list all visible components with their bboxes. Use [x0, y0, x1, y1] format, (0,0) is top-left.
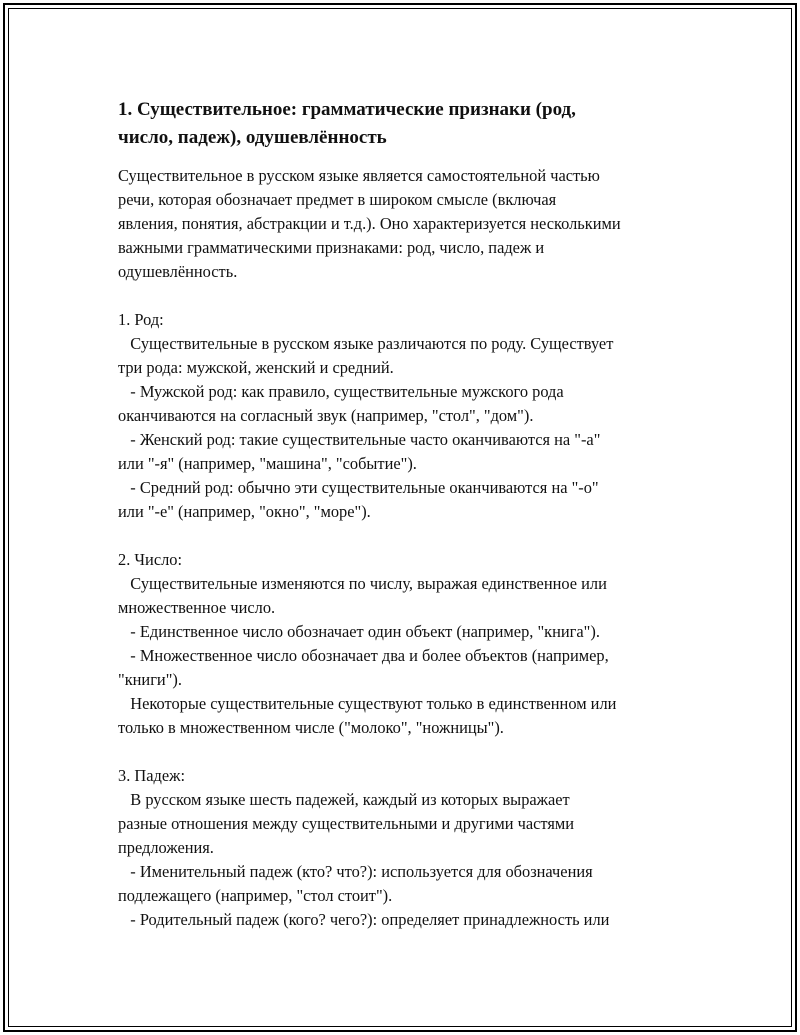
section-heading: 2. Число:: [118, 550, 183, 569]
list-item: - Женский род: такие существительные часто оканчиваются на "-а": [118, 430, 601, 449]
document-title: [118, 96, 688, 152]
section-gender: [118, 308, 688, 524]
title-line: 1. Существительное: грамматические признаки (род,: [118, 99, 576, 120]
intro-paragraph: [118, 164, 688, 284]
text-line: В русском языке шесть падежей, каждый из которых выражает: [118, 790, 570, 809]
text-line: "книги").: [118, 670, 182, 689]
paragraph-spacer: [118, 740, 688, 764]
paragraph-spacer: [118, 524, 688, 548]
list-item: - Единственное число обозначает один объект (например, "книга").: [118, 622, 600, 641]
text-line: Существительное в русском языке является самостоятельной частью: [118, 166, 600, 185]
text-line: подлежащего (например, "стол стоит").: [118, 886, 393, 905]
text-line: три рода: мужской, женский и средний.: [118, 358, 394, 377]
text-line: явления, понятия, абстракции и т.д.). Оно характеризуется несколькими: [118, 214, 621, 233]
list-item: - Мужской род: как правило, существительные мужского рода: [118, 382, 564, 401]
paragraph-spacer: [118, 284, 688, 308]
list-item: - Множественное число обозначает два и более объектов (например,: [118, 646, 609, 665]
section-number: [118, 548, 688, 740]
section-heading: 1. Род:: [118, 310, 164, 329]
text-line: важными грамматическими признаками: род, число, падеж и: [118, 238, 545, 257]
text-line: оканчиваются на согласный звук (например, "стол", "дом").: [118, 406, 534, 425]
text-line: только в множественном числе ("молоко", "ножницы").: [118, 718, 504, 737]
text-line: одушевлённость.: [118, 262, 238, 281]
text-line: предложения.: [118, 838, 214, 857]
text-line: Существительные в русском языке различаются по роду. Существует: [118, 334, 614, 353]
text-line: речи, которая обозначает предмет в широком смысле (включая: [118, 190, 557, 209]
title-line: число, падеж), одушевлённость: [118, 127, 387, 148]
section-heading: 3. Падеж:: [118, 766, 185, 785]
list-item: - Именительный падеж (кто? что?): используется для обозначения: [118, 862, 593, 881]
text-line: Некоторые существительные существуют только в единственном или: [118, 694, 617, 713]
list-item: - Родительный падеж (кого? чего?): определяет принадлежность или: [118, 910, 610, 929]
text-line: Существительные изменяются по числу, выражая единственное или: [118, 574, 607, 593]
text-line: или "-я" (например, "машина", "событие").: [118, 454, 417, 473]
text-line: множественное число.: [118, 598, 276, 617]
list-item: - Средний род: обычно эти существительные оканчиваются на "-о": [118, 478, 599, 497]
document-body: [118, 96, 688, 932]
section-case: [118, 764, 688, 932]
text-line: разные отношения между существительными и другими частями: [118, 814, 575, 833]
text-line: или "-е" (например, "окно", "море").: [118, 502, 371, 521]
